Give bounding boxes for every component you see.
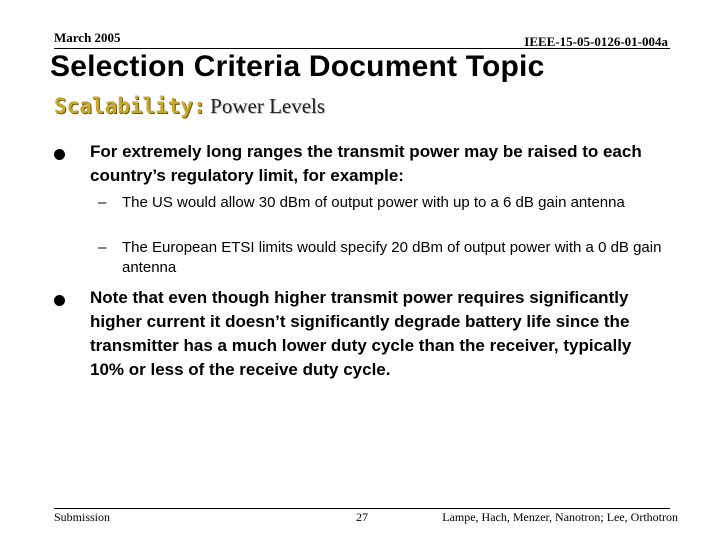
bullet-dot-icon (54, 149, 65, 160)
subtitle-lead: Scalability: (54, 94, 206, 118)
footer-authors: Lampe, Hach, Menzer, Nanotron; Lee, Orthotron (442, 510, 678, 524)
slide-subtitle (54, 94, 325, 119)
footer-page-number: 27 (356, 510, 368, 524)
dash-icon: – (98, 239, 107, 256)
slide-title: Selection Criteria Document Topic (50, 50, 545, 83)
sub-bullet-text: The US would allow 30 dBm of output power with up to a 6 dB gain antenna (122, 194, 625, 211)
header-date: March 2005 (54, 30, 121, 45)
bullet-dot-icon (54, 295, 65, 306)
bullet-item (54, 140, 654, 188)
bullet-item (54, 286, 654, 382)
subtitle-rest: Power Levels (210, 94, 326, 118)
header-doc-id: IEEE-15-05-0126-01-004a (524, 34, 668, 49)
header-divider (54, 48, 670, 49)
sub-bullet-item (98, 193, 663, 213)
bullet-text: Note that even though higher transmit power requires significantly higher current it doesn’t significantly degrade battery life since the transmitter has a much lower duty cycle than the receiver, typically 10% or less of the receive duty cycle. (90, 288, 632, 379)
footer-divider (54, 508, 670, 509)
sub-bullet-item (98, 238, 663, 278)
bullet-text: For extremely long ranges the transmit power may be raised to each country’s regulatory limit, for example: (90, 142, 642, 185)
sub-bullet-text: The European ETSI limits would specify 20 dBm of output power with a 0 dB gain antenna (122, 239, 662, 276)
dash-icon: – (98, 194, 107, 211)
footer-submission: Submission (54, 510, 111, 524)
